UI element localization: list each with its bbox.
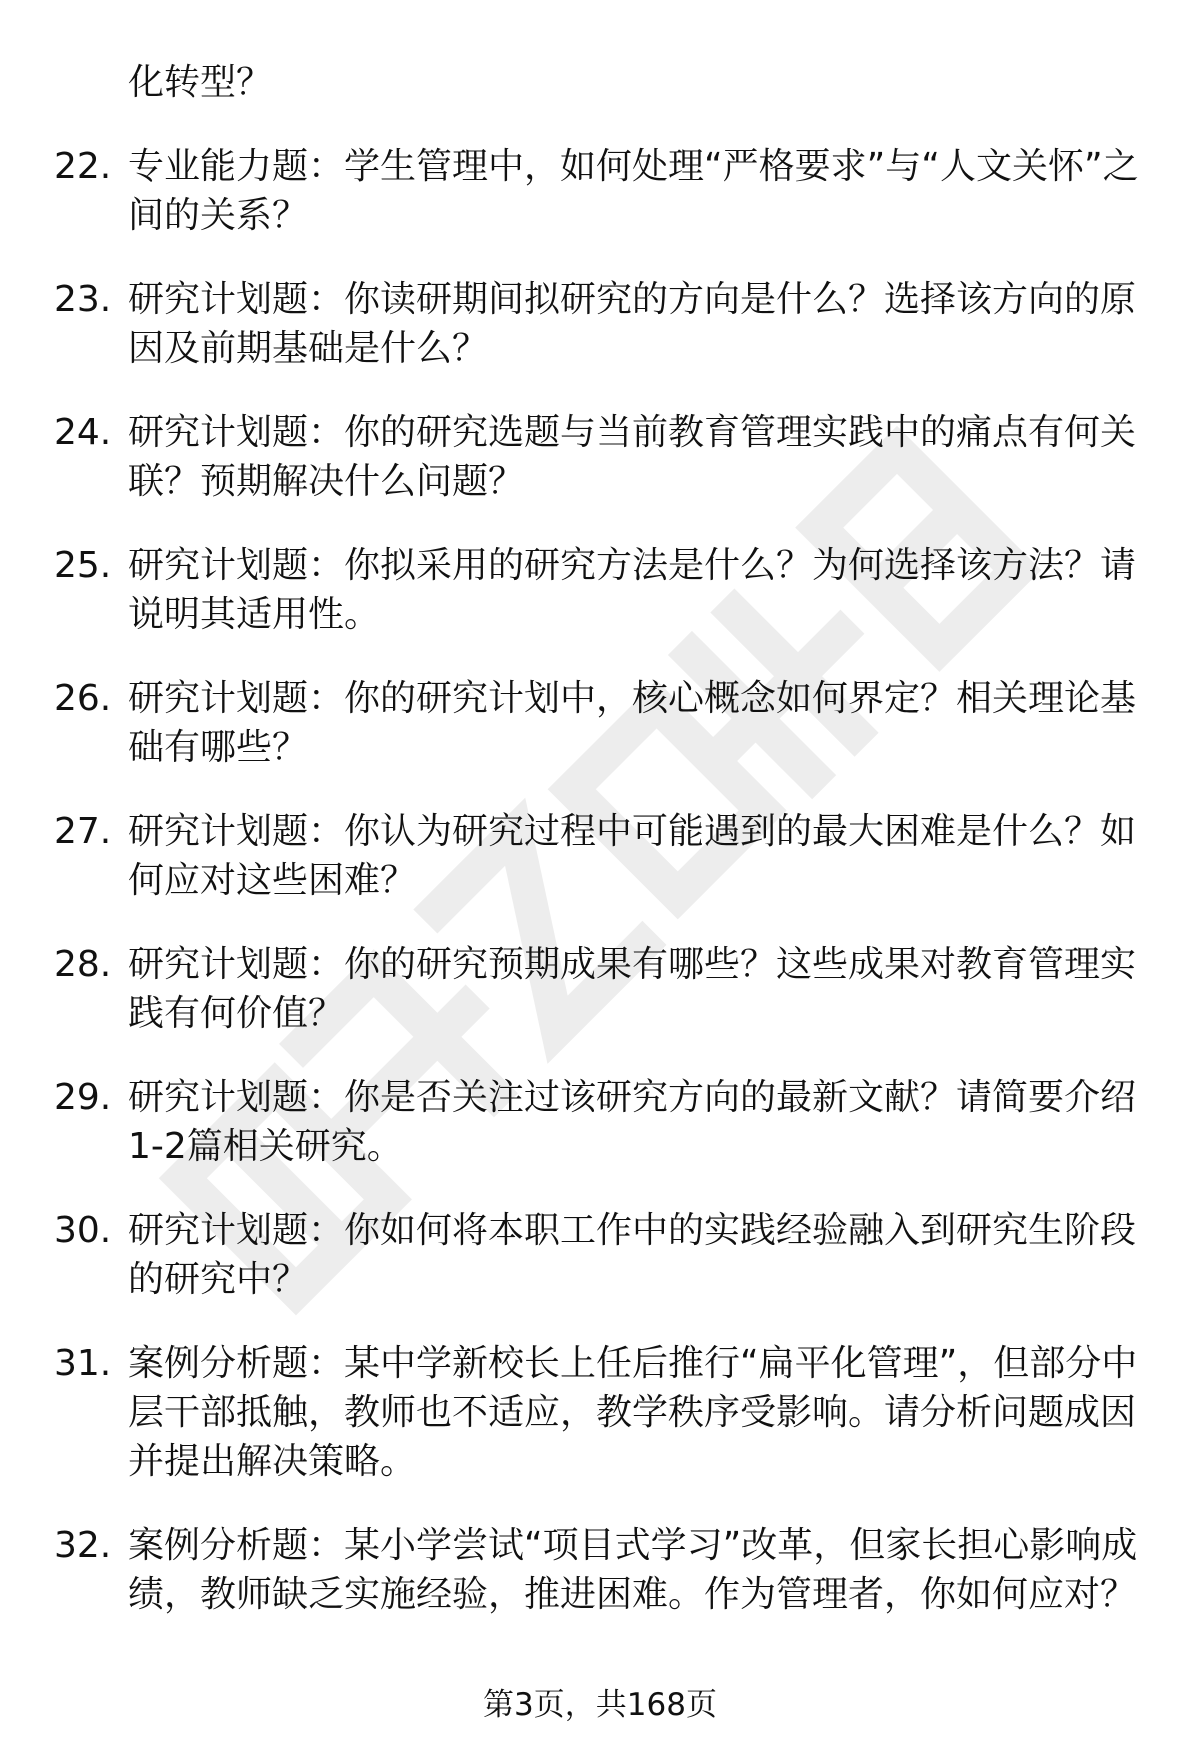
question-item: [54, 1073, 1154, 1171]
question-text: 研究计划题：你如何将本职工作中的实践经验融入到研究生阶段的研究中？: [128, 1210, 1137, 1300]
question-item: [54, 275, 1154, 373]
question-number: 29.: [54, 1077, 112, 1118]
question-item: [54, 940, 1154, 1038]
question-number: 30.: [54, 1210, 112, 1251]
question-item: [54, 1339, 1154, 1486]
question-number: 31.: [54, 1343, 112, 1384]
question-text: 案例分析题：某中学新校长上任后推行“扁平化管理”，但部分中层干部抵触，教师也不适应，教学秩序受影响。请分析问题成因并提出解决策略。: [128, 1343, 1138, 1482]
question-text: 研究计划题：你认为研究过程中可能遇到的最大困难是什么？如何应对这些困难？: [128, 811, 1137, 901]
page-footer: 第3页，共168页: [483, 1687, 717, 1723]
question-number: 32.: [54, 1525, 112, 1566]
question-number: 25.: [54, 545, 112, 586]
question-text: 研究计划题：你的研究选题与当前教育管理实践中的痛点有何关联？预期解决什么问题？: [128, 412, 1137, 502]
question-text: 研究计划题：你是否关注过该研究方向的最新文献？请简要介绍1-2篇相关研究。: [128, 1077, 1137, 1167]
question-number: 23.: [54, 279, 112, 320]
question-item: [54, 807, 1154, 905]
question-number: 26.: [54, 678, 112, 719]
question-number: 28.: [54, 944, 112, 985]
question-text: 案例分析题：某小学尝试“项目式学习”改革，但家长担心影响成绩，教师缺乏实施经验，推进困难。作为管理者，你如何应对？: [128, 1525, 1138, 1615]
question-list: [54, 142, 1154, 1654]
question-item: [54, 1521, 1154, 1619]
question-text: 专业能力题：学生管理中，如何处理“严格要求”与“人文关怀”之间的关系？: [128, 146, 1139, 236]
question-item: [54, 142, 1154, 240]
question-item: [54, 408, 1154, 506]
question-number: 27.: [54, 811, 112, 852]
question-item: [54, 1206, 1154, 1304]
question-number: 24.: [54, 412, 112, 453]
question-text: 研究计划题：你读研期间拟研究的方向是什么？选择该方向的原因及前期基础是什么？: [128, 279, 1137, 369]
continued-question-text: 化转型？: [128, 62, 273, 103]
question-item: [54, 541, 1154, 639]
question-item: [54, 674, 1154, 772]
question-text: 研究计划题：你的研究预期成果有哪些？这些成果对教育管理实践有何价值？: [128, 944, 1137, 1034]
question-number: 22.: [54, 146, 112, 187]
question-text: 研究计划题：你拟采用的研究方法是什么？为何选择该方法？请说明其适用性。: [128, 545, 1137, 635]
question-text: 研究计划题：你的研究计划中，核心概念如何界定？相关理论基础有哪些？: [128, 678, 1137, 768]
